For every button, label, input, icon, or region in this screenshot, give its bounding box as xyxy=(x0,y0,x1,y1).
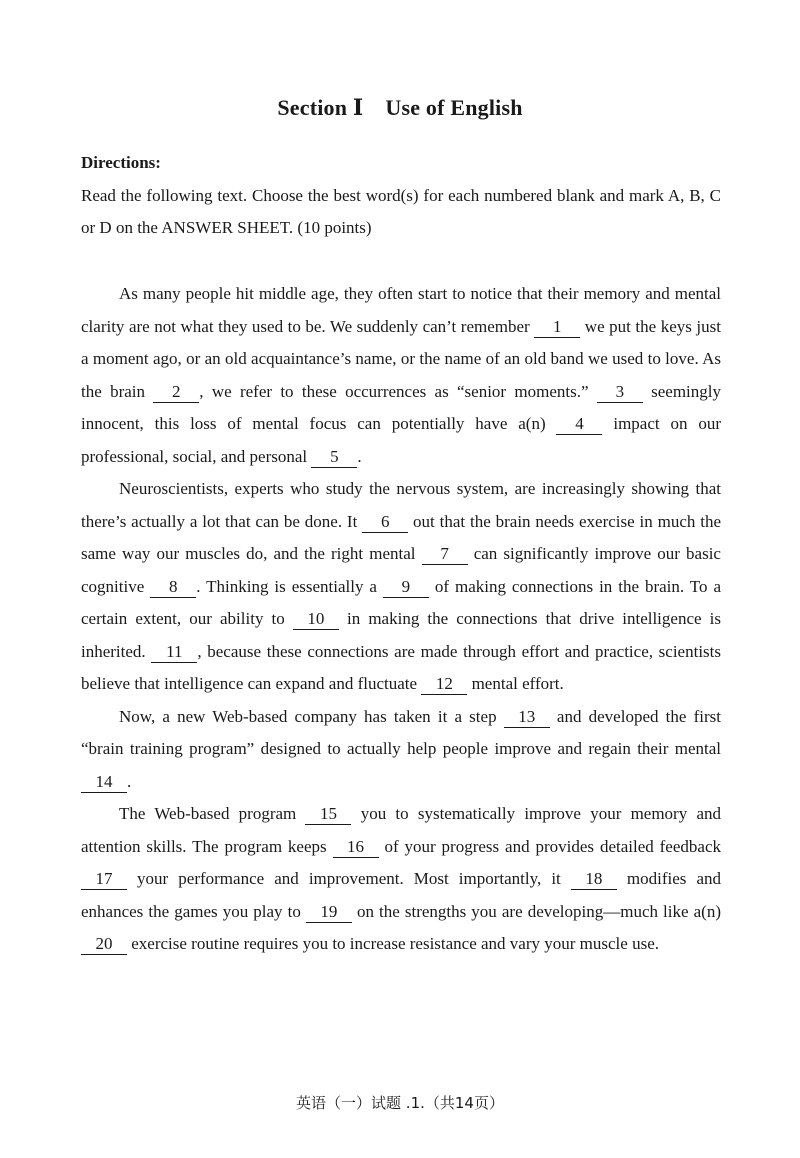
blank-1[interactable]: 1 xyxy=(534,317,580,338)
blank-2[interactable]: 2 xyxy=(153,382,199,403)
section-title xyxy=(0,95,800,121)
directions-text: Read the following text. Choose the best word(s) for each numbered blank and mark A, B, C or D on the ANSWER SHEET. (10 points) xyxy=(81,186,721,237)
blank-14[interactable]: 14 xyxy=(81,772,127,793)
blank-3[interactable]: 3 xyxy=(597,382,643,403)
blank-12[interactable]: 12 xyxy=(421,674,467,695)
paragraph-3: Now, a new Web-based company has taken it a step 13 and developed the first “brain training program” designed to actually help people improve and regain their mental 14 . xyxy=(81,706,721,791)
blank-18[interactable]: 18 xyxy=(571,869,617,890)
blank-16[interactable]: 16 xyxy=(333,837,379,858)
blank-9[interactable]: 9 xyxy=(383,577,429,598)
blank-4[interactable]: 4 xyxy=(556,414,602,435)
directions-heading: Directions: xyxy=(81,153,161,172)
section-label: Section Ⅰ xyxy=(277,95,364,120)
page-footer: 英语（一）试题 .1.（共14页） xyxy=(296,1094,504,1112)
blank-17[interactable]: 17 xyxy=(81,869,127,890)
blank-5[interactable]: 5 xyxy=(311,447,357,468)
blank-6[interactable]: 6 xyxy=(362,512,408,533)
passage xyxy=(81,278,721,961)
blank-10[interactable]: 10 xyxy=(293,609,339,630)
blank-7[interactable]: 7 xyxy=(422,544,468,565)
blank-8[interactable]: 8 xyxy=(150,577,196,598)
paragraph-4: The Web-based program 15 you to systematically improve your memory and attention skills. The program keeps 16 of your progress and provides detailed feedback 17 your performance and improvement. Most importantly, it 18 modifies and enhances the games you play to 19 on the strengths you are developing—much like a(n) 20 exercise routine requires you to increase resistance and vary your muscle use. xyxy=(81,804,721,953)
paragraph-2: Neuroscientists, experts who study the nervous system, are increasingly showing that there’s actually a lot that can be done. It 6 out that the brain needs exercise in much the same way our muscles do, and the right mental 7 can significantly improve our basic cognitive 8 . Thinking is essentially a 9 of making connections in the brain. To a certain extent, our ability to 10 in making the connections that drive intelligence is inherited. 11 , because these connections are made through effort and practice, scientists believe that intelligence can expand and fluctuate 12 mental effort. xyxy=(81,479,722,693)
blank-15[interactable]: 15 xyxy=(305,804,351,825)
blank-19[interactable]: 19 xyxy=(306,902,352,923)
paragraph-1: As many people hit middle age, they often start to notice that their memory and mental clarity are not what they used to be. We suddenly can’t remember 1 we put the keys just a moment ago, or an old acquaintance’s name, or the name of an old band we used to love. As the brain 2 , we refer to these occurrences as “senior moments.” 3 seemingly innocent, this loss of mental focus can potentially have a(n) 4 impact on our professional, social, and personal 5 . xyxy=(81,284,722,466)
blank-11[interactable]: 11 xyxy=(151,642,197,663)
section-name: Use of English xyxy=(385,95,523,120)
blank-20[interactable]: 20 xyxy=(81,934,127,955)
blank-13[interactable]: 13 xyxy=(504,707,550,728)
